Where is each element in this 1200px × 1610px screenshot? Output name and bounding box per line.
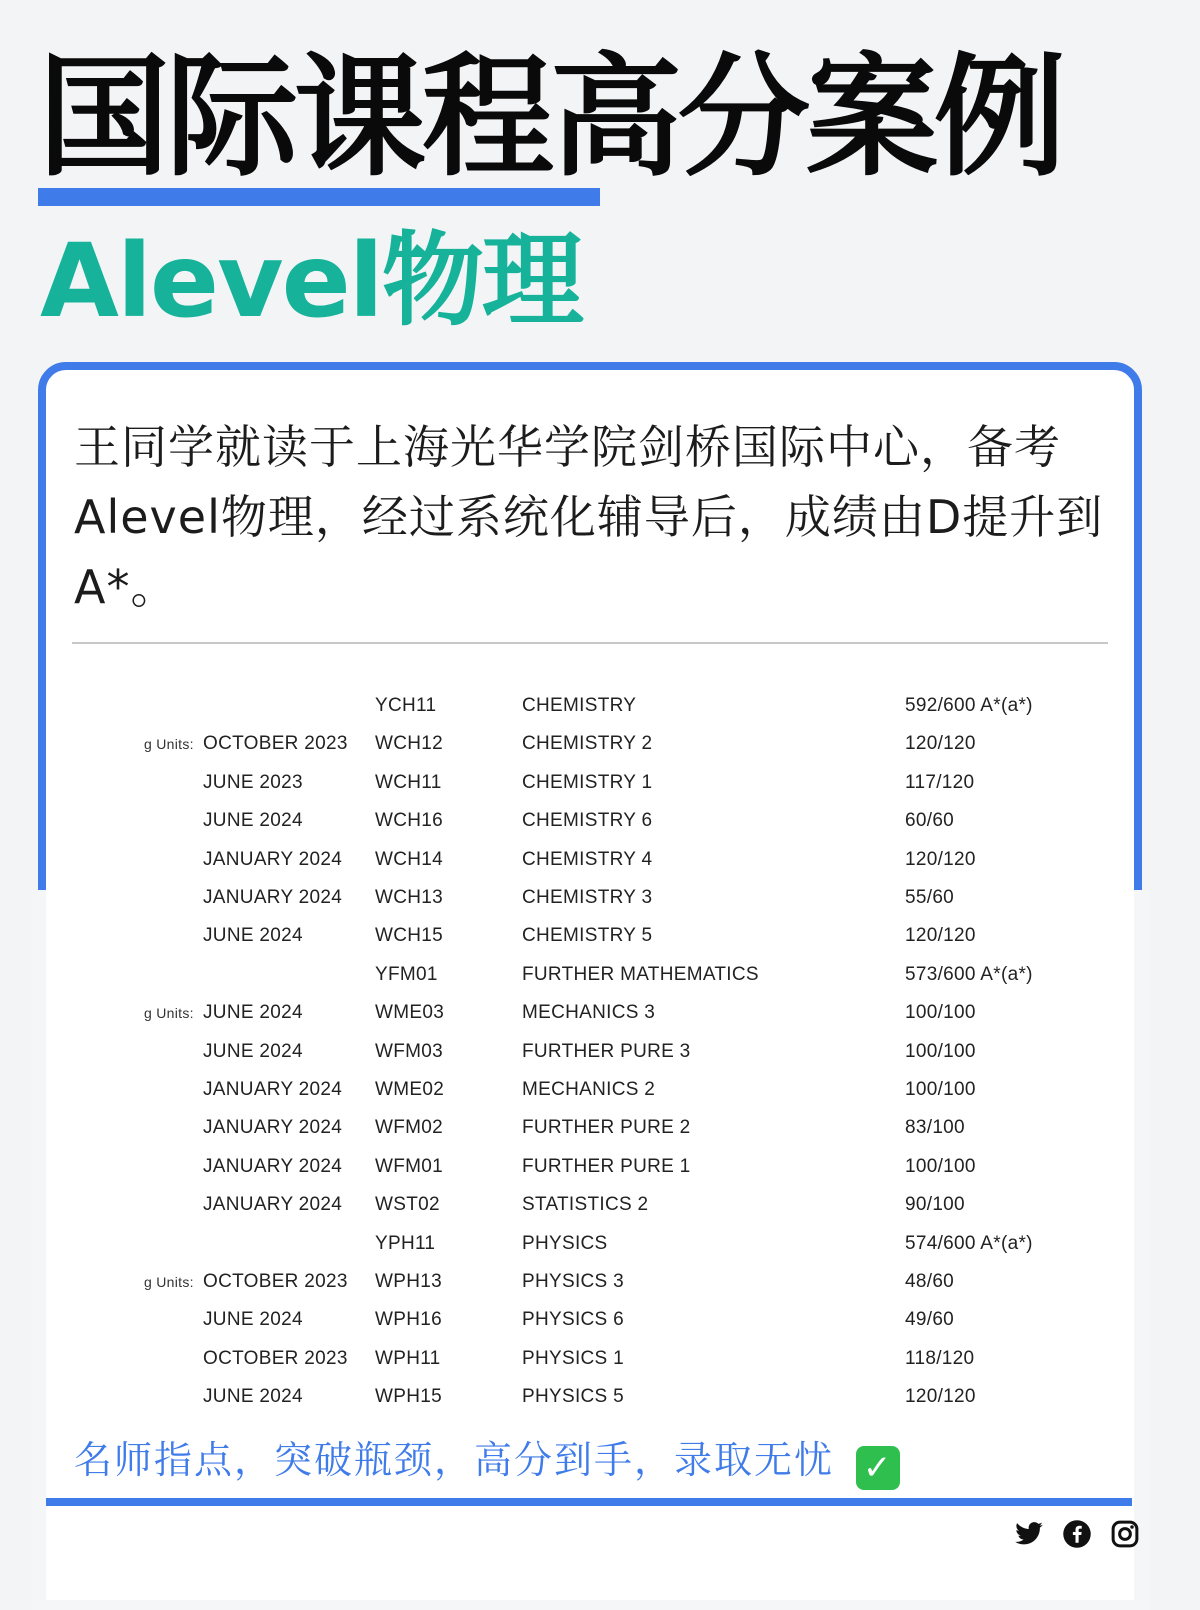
unit-code: WME02: [375, 1079, 445, 1100]
exam-session: JUNE 2024: [203, 1002, 303, 1024]
page-subtitle: Alevel物理: [40, 222, 582, 341]
unit-score: 100/100: [905, 1040, 976, 1062]
unit-score: 592/600 A*(a*): [905, 695, 1033, 716]
table-row: [72, 725, 1108, 763]
unit-code: YFM01: [375, 963, 438, 985]
unit-code: WPH15: [375, 1386, 442, 1408]
unit-code: YCH11: [375, 695, 437, 716]
exam-session: JANUARY 2024: [203, 1155, 343, 1177]
title-block: [38, 38, 1168, 208]
exam-session: JUNE 2024: [203, 810, 303, 832]
table-row: [72, 917, 1108, 955]
subject-name: STATISTICS 2: [522, 1194, 649, 1216]
twitter-icon[interactable]: [1014, 1519, 1044, 1549]
exam-session: JUNE 2024: [203, 1040, 303, 1062]
unit-code: WCH11: [375, 771, 442, 793]
case-description: 王同学就读于上海光华学院剑桥国际中心，备考Alevel物理，经过系统化辅导后，成绩由D提升到A*。: [74, 420, 1104, 614]
exam-session: JANUARY 2024: [203, 887, 343, 908]
row-label: g Units:: [144, 1274, 194, 1290]
unit-score: 90/100: [905, 1194, 965, 1216]
footer-bar: [46, 1498, 1132, 1506]
divider: [72, 642, 1108, 644]
exam-session: JUNE 2024: [203, 925, 303, 947]
exam-session: JUNE 2023: [203, 771, 303, 793]
instagram-icon[interactable]: [1110, 1519, 1140, 1549]
unit-code: WPH13: [375, 1271, 442, 1292]
table-row: [72, 1033, 1108, 1071]
exam-session: JUNE 2024: [203, 1309, 303, 1331]
unit-score: 117/120: [905, 771, 975, 793]
unit-score: 100/100: [905, 1079, 976, 1100]
subject-name: CHEMISTRY 4: [522, 848, 653, 870]
unit-score: 118/120: [905, 1347, 975, 1369]
table-row: [72, 841, 1108, 879]
exam-session: OCTOBER 2023: [203, 1347, 348, 1369]
unit-code: WFM02: [375, 1117, 443, 1139]
facebook-icon[interactable]: [1062, 1519, 1092, 1549]
unit-score: 55/60: [905, 887, 955, 908]
slogan: [74, 1432, 900, 1490]
table-row: [72, 764, 1108, 802]
subject-name: FURTHER PURE 3: [522, 1040, 691, 1062]
subject-name: PHYSICS 5: [522, 1386, 624, 1408]
row-label: g Units:: [144, 736, 194, 753]
table-row: [72, 879, 1108, 917]
subject-name: MECHANICS 2: [522, 1079, 656, 1100]
unit-code: WCH13: [375, 887, 444, 908]
unit-score: 120/120: [905, 733, 976, 755]
table-row: [72, 1071, 1108, 1109]
unit-score: 574/600 A*(a*): [905, 1232, 1033, 1254]
subject-name: PHYSICS: [522, 1232, 608, 1254]
table-row: [72, 1378, 1108, 1416]
social-links: [1014, 1514, 1140, 1554]
unit-score: 100/100: [905, 1002, 976, 1024]
exam-session: JANUARY 2024: [203, 1194, 343, 1216]
unit-score: 83/100: [905, 1117, 965, 1139]
subject-name: FURTHER PURE 1: [522, 1155, 691, 1177]
page-title: 国际课程高分案例: [38, 41, 1062, 195]
subject-name: PHYSICS 3: [522, 1271, 624, 1292]
table-row: [72, 802, 1108, 840]
unit-code: WFM01: [375, 1155, 443, 1177]
unit-code: WPH11: [375, 1347, 441, 1369]
unit-score: 60/60: [905, 810, 955, 832]
exam-session: OCTOBER 2023: [203, 733, 348, 755]
unit-code: WCH14: [375, 848, 444, 870]
table-row: [72, 687, 1108, 725]
subject-name: CHEMISTRY 6: [522, 810, 653, 832]
unit-score: 120/120: [905, 848, 976, 870]
table-row: [72, 994, 1108, 1032]
unit-score: 100/100: [905, 1155, 976, 1177]
results-table: [72, 685, 1108, 1419]
table-row: [72, 956, 1108, 994]
unit-score: 48/60: [905, 1271, 955, 1292]
subject-name: CHEMISTRY 3: [522, 887, 653, 908]
subject-name: PHYSICS 6: [522, 1309, 624, 1331]
unit-code: WCH12: [375, 733, 444, 755]
subject-name: PHYSICS 1: [522, 1347, 624, 1369]
exam-session: OCTOBER 2023: [203, 1271, 348, 1292]
table-row: [72, 1225, 1108, 1263]
unit-score: 120/120: [905, 1386, 976, 1408]
exam-session: JANUARY 2024: [203, 848, 343, 870]
unit-code: WPH16: [375, 1309, 442, 1331]
table-row: [72, 1340, 1108, 1378]
table-row: [72, 1301, 1108, 1339]
unit-score: 573/600 A*(a*): [905, 963, 1033, 985]
subject-name: CHEMISTRY: [522, 695, 637, 716]
subject-name: FURTHER MATHEMATICS: [522, 963, 759, 985]
subject-name: CHEMISTRY 1: [522, 771, 653, 793]
exam-session: JANUARY 2024: [203, 1079, 343, 1100]
table-row: [72, 1186, 1108, 1224]
row-label: g Units:: [144, 1005, 194, 1022]
unit-score: 120/120: [905, 925, 976, 947]
subject-name: CHEMISTRY 5: [522, 925, 653, 947]
unit-code: WFM03: [375, 1040, 443, 1062]
table-row: [72, 1109, 1108, 1147]
exam-session: JANUARY 2024: [203, 1117, 343, 1139]
subject-name: MECHANICS 3: [522, 1002, 656, 1024]
check-mark-icon: ✓: [856, 1446, 900, 1490]
unit-code: WCH15: [375, 925, 444, 947]
table-row: [72, 1148, 1108, 1186]
unit-code: WCH16: [375, 810, 444, 832]
unit-code: WST02: [375, 1194, 440, 1216]
unit-code: WME03: [375, 1002, 445, 1024]
subject-name: CHEMISTRY 2: [522, 733, 653, 755]
unit-score: 49/60: [905, 1309, 955, 1331]
subject-name: FURTHER PURE 2: [522, 1117, 691, 1139]
exam-session: JUNE 2024: [203, 1386, 303, 1408]
unit-code: YPH11: [375, 1232, 436, 1254]
table-row: [72, 1263, 1108, 1301]
slogan-text: 名师指点，突破瓶颈，高分到手，录取无忧: [74, 1438, 835, 1482]
